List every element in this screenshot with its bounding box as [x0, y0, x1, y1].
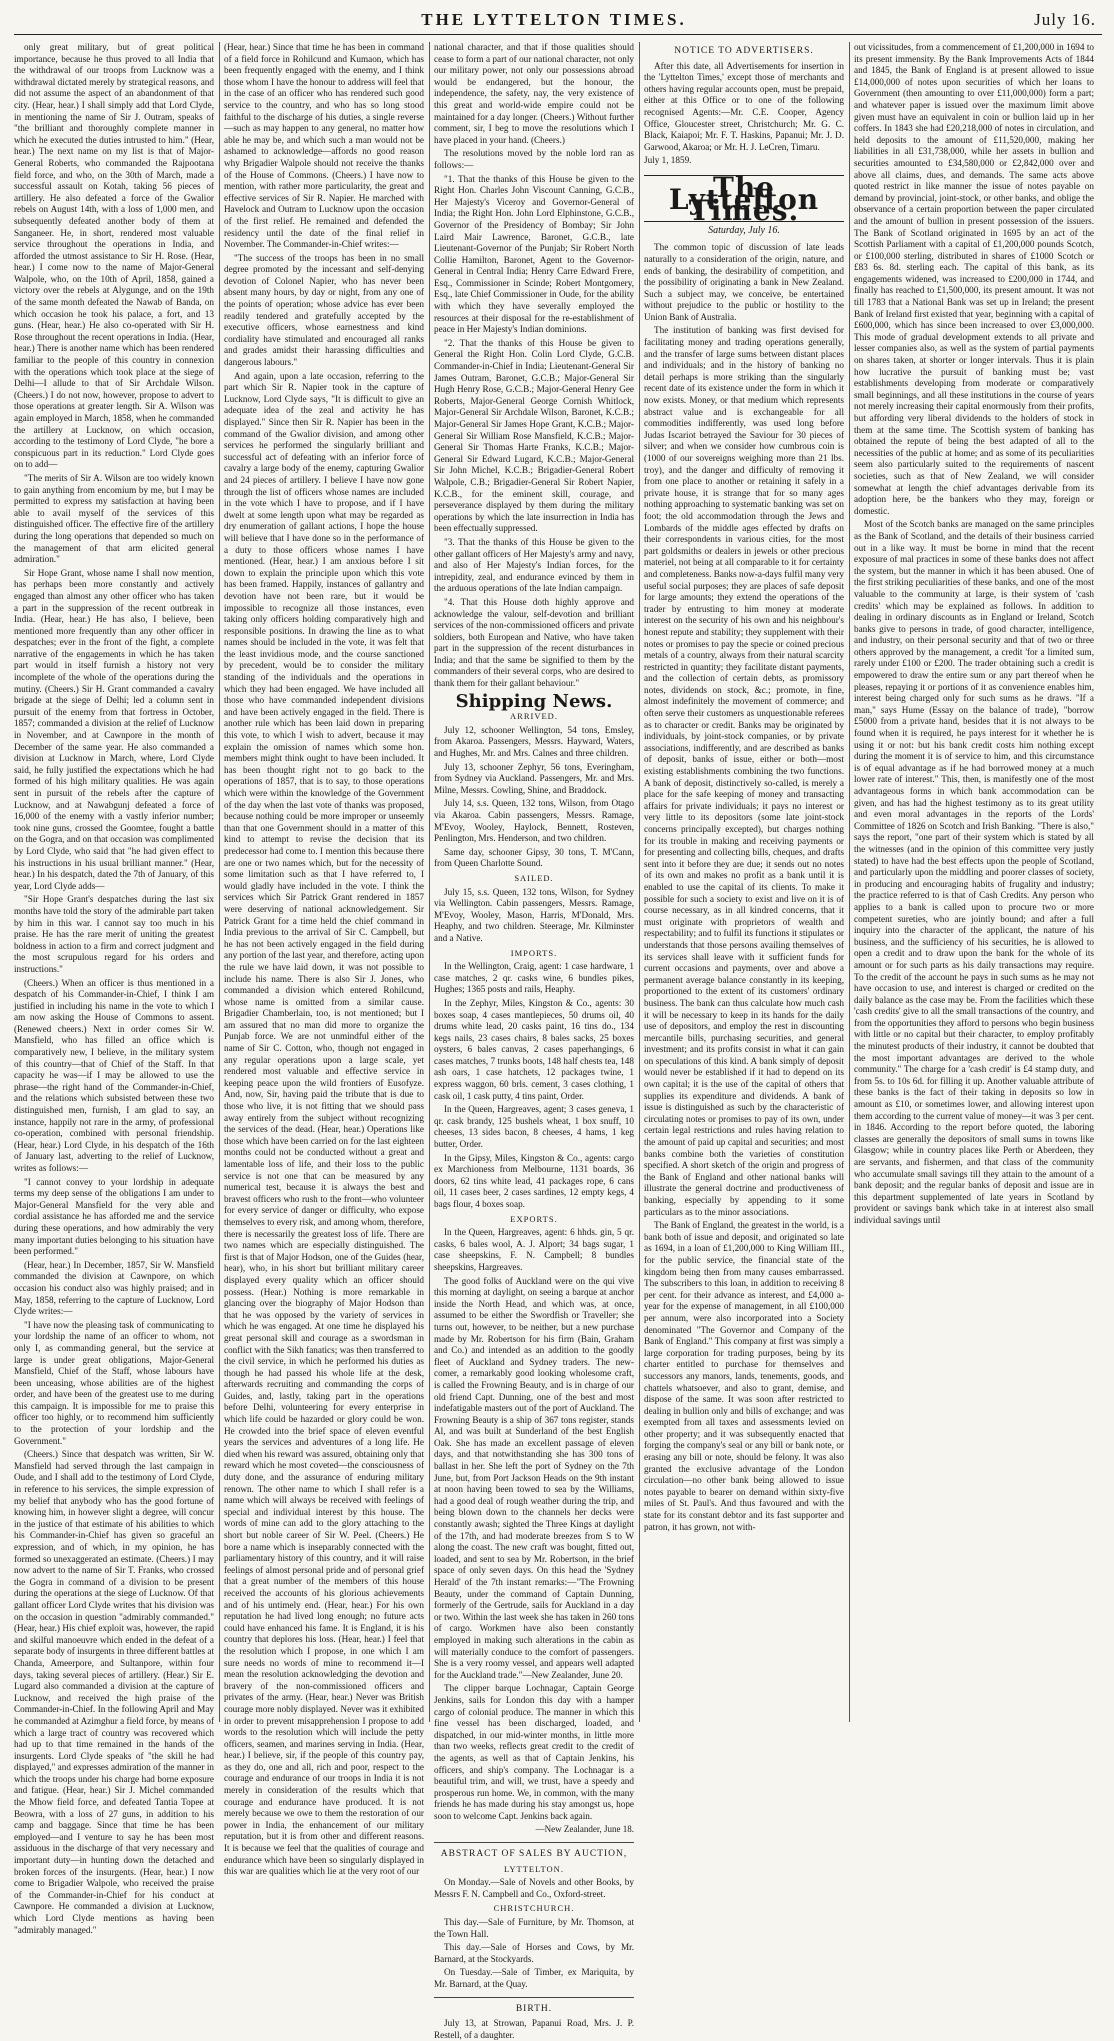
shipping-entry: Same day, schooner Gipsy, 30 tons, T. M'Cann, from Queen Charlotte Sound.	[434, 846, 634, 869]
exports-heading: EXPORTS.	[510, 1213, 558, 1224]
auction-entry: This day.—Sale of Furniture, by Mr. Thomson, at the Town Hall.	[434, 1917, 634, 1939]
article-paragraph: The resolutions moved by the noble lord ran as follows:—	[434, 148, 634, 170]
column-3	[434, 42, 634, 2040]
shipping-entry: July 14, s.s. Queen, 132 tons, Wilson, from Otago via Akaroa. Cabin passengers, Messrs. Ramage, M'Evoy, Wooley, Haylock, Bennett, Rosteven, Penlington, Mrs. Henderson, and two children.	[434, 798, 634, 844]
column-1	[14, 42, 215, 1935]
newspaper-page	[14, 8, 1102, 2040]
notice-date: July 1, 1859.	[644, 155, 692, 166]
article-paragraph: "I have now the pleasing task of communicating to your lordship the name of an officer to whom, not only I, as commanding general, but the service at large is under great obligations, Major-General Mansfield, Chief of the Staff, whose labours have been unceasing, whose abilities are of the highest order, and have been of the greatest use to me during this campaign. It is impossible for me to praise this officer too highly, or to recommend him sufficiently to the protection of your lordship and the Government."	[14, 1319, 214, 1446]
shipping-news-heading: Shipping News.	[455, 690, 613, 712]
auction-place: LYTTELTON.	[504, 1863, 564, 1874]
column-rule	[219, 42, 220, 1722]
article-paragraph: (Hear, hear.) Since that time he has been in command of a field force in Rohilcund and Kumaon, which has been frequently engaged with the enemy, and I think those whom I have the honour to address will feel that in the case of an officer who has rendered such good service to the country, and who has so long stood faithful to the discharge of his duties, a single reverse—such as may happen to any general, no matter how able he may be, and which such a man would not be ashamed to acknowledge—affords no good reason why Brigadier Walpole should not receive the thanks of the House of Commons. (Cheers.) I have now to mention, with rather more particularity, the great and effective services of Sir R. Napier. He marched with Havelock and Outram to Lucknow upon the occasion of the first relief. He remained and defended the residency until the date of the final relief in November. The Commander-in-Chief writes:—	[224, 42, 424, 250]
notice-heading: NOTICE TO ADVERTISERS.	[674, 46, 814, 56]
divider	[434, 1842, 634, 1843]
news-source: —New Zealander, June 18.	[535, 1824, 634, 1835]
leader-paragraph: The Bank of England, the greatest in the world, is a bank both of issue and deposit, and originated so late as 1694, in a loan of £1,200,000 to King William III., for the public service, the financial state of the kingdom being then from many causes embarrassed. The subscribers to this loan, in addition to receiving 8 per cent. for their advance as interest, and £4,000 a-year for the expense of management, in all £100,000 per annum, were also incorporated into a Society denominated "The Governor and Company of the Bank of England." This company at first was simply a large corporation for trading purposes, being by its charter entitled to purchase for themselves and successors any manors, lands, tenements, goods, and chattels whatsoever, and also to grant, demise, and dispose of the same. It was soon after restricted to dealing in bullion only and bills of exchange; and was exempted from all taxes and assessments levied on other property; and it was subsequently enacted that forging the company's seal or any bill or bank note, or erasing any bill or note, should be felony. It was also granted the exclusive advantage of the London circulation—no other bank being allowed to issue notes payable to bearer on demand within sixty-five miles of St. Paul's. And thus favoured and with the state for its constant debtor and its fast supporter and patron, it has grown, not with-	[644, 1220, 844, 1532]
article-paragraph: "I cannot convey to your lordship in adequate terms my deep sense of the obligations I am under to Major-General Mansfield for the very able and cordial assistance he has afforded me and the service during these operations, and how admirably the very many important duties belonging to his situation have been performed."	[14, 1176, 214, 1257]
newspaper-title: THE LYTTELTON TIMES.	[421, 10, 687, 29]
auction-entry: This day.—Sale of Horses and Cows, by Mr. Barnard, at the Stockyards.	[434, 1942, 634, 1964]
article-paragraph: (Hear, hear.) In December, 1857, Sir W. Mansfield commanded the division at Cawnpore, on which occasion his conduct also was highly praised; and in May, 1858, referring to the capture of Lucknow, Lord Clyde writes:—	[14, 1259, 214, 1317]
running-head	[14, 8, 1102, 35]
shipping-news-paragraph: The clipper barque Lochnagar, Captain George Jenkins, sails for London this day with a hamper cargo of colonial produce. The manner in which this fine vessel has been discharged, loaded, and dispatched, in our mid-winter months, in little more than two weeks, reflects great credit to the credit of the agents, as well as that of Captain Jenkins, his officers, and ship's company. The Lochnagar is a beautiful trim, and will, we trust, have a speedy and prosperous run home. We, in common, with the many friends he has made during his stay amongst us, hope soon to welcome Capt. Jenkins back again.	[434, 1683, 634, 1821]
shipping-entry: In the Wellington, Craig, agent: 1 case hardware, 1 case matches, 2 qr. casks wine, 6 bundles pikes, Hughes; 1365 posts and rails, Heaphy.	[434, 961, 634, 995]
article-paragraph: (Cheers.) Since that despatch was written, Sir W. Mansfield had served through the last campaign in Oude, and I shall add to the testimony of Lord Clyde, in reference to his services, the simple expression of my belief that anybody who has the good fortune of knowing him, in however slight a degree, will concur in the justice of that estimate of his abilities to which his Commander-in-Chief has given so graceful an expression, and of which, in my opinion, he has formed so unexaggerated an estimate. (Cheers.) I may now advert to the name of Sir T. Franks, who crossed the Gogra in command of a division to be present during the operations at the siege of Lucknow. Of that gallant officer Lord Clyde writes that his division was on the occasion in question "admirably commanded." (Hear, hear.) His chief exploit was, however, the rapid and skilful manoeuvre which ended in the defeat of a separate body of insurgents in three different battles at Chanda, Ameerpore, and Sultanpore, within four days, taking several pieces of artillery. (Hear.) Sir E. Lugard also commanded a division at the capture of Lucknow, and received the high praise of the Commander-in-Chief. In the following April and May he commanded at Azimghur a field force, by means of which a large tract of country was recovered which had up to that time remained in the hands of the insurgents. Lord Clyde speaks of "the skill he had displayed," and expresses admiration of the manner in which the troops under his charge had borne exposure and fatigue. (Hear, hear.) Sir J. Michel commanded the Mhow field force, and defeated Tantia Topee at Beowra, with a loss of 27 guns, in addition to his camp and baggage. Since that time he has been employed—and I venture to say he has been most assiduous in the discharge of that very necessary and important duty—in hunting down the detached and broken forces of the insurgents. (Hear, hear.) I now come to Brigadier Walpole, who received the praise of the Commander-in-Chief for his conduct at Cawnpore. He commanded a division at Lucknow, which Lord Clyde mentions as having been "admirably managed."	[14, 1449, 215, 1935]
auction-entry: On Tuesday.—Sale of Timber, ex Mariquita, by Mr. Barnard, at the Quay.	[434, 1967, 634, 1989]
shipping-entry: July 13, schooner Zephyr, 56 tons, Everingham, from Sydney via Auckland. Passengers, Mr. and Mrs. Milne, Messrs. Cowling, Shine, and Braddock.	[434, 761, 634, 795]
birth-heading: BIRTH.	[515, 2003, 553, 2014]
column-rule	[849, 42, 850, 1722]
divider	[434, 1997, 634, 1998]
masthead: The Lyttelton Times.	[644, 175, 844, 222]
auction-heading: ABSTRACT OF SALES BY AUCTION,	[440, 1849, 628, 1860]
article-paragraph: (Cheers.) When an officer is thus mentioned in a despatch of his Commander-in-Chief, I think I am justified in including his name in the vote to which I am now asking the House of Commons to assent. (Renewed cheers.) Next in order comes Sir W. Mansfield, who has filled an office which is comparatively new, I believe, in the military system of this country—that of Chief of the Staff. In that capacity he was—if I may be allowed to use the phrase—the right hand of the Commander-in-Chief, and the relations which subsisted between these two distinguished men, furnish, I am glad to say, an instance, happily not rare in the army, of professional co-operation, combined with personal friendship. (Hear, hear.) Lord Clyde, in his despatch of the 16th of January last, adverting to the relief of Lucknow, writes as follows:—	[14, 977, 214, 1173]
shipping-entry: July 15, s.s. Queen, 132 tons, Wilson, for Sydney via Wellington. Cabin passengers, Messrs. Ramage, M'Evoy, Wooley, Mason, Harris, M'Donald, Mrs. Heaphy, and two children. Steerage, Mr. Kilminster and a Native.	[434, 886, 634, 943]
shipping-entry: In the Zephyr, Miles, Kingston & Co., agents: 30 boxes soap, 4 cases mantlepieces, 50 drums oil, 40 drums white lead, 20 casks paint, 16 tins do., 134 kegs nails, 23 cases chairs, 8 bales sacks, 25 boxes oysters, 6 bales canvas, 2 cases paperhangings, 6 cases matches, 7 trunks boots, 148 half chests tea, 148 ash oars, 1 case hatchets, 12 packages twine, 1 express waggon, 60 brls. cement, 3 cases clothing, 1 cask oil, 1 cask putty, 4 tins paint, Order.	[434, 997, 634, 1101]
imports-heading: IMPORTS.	[510, 947, 558, 958]
leader-paragraph: out vicissitudes, from a commencement of £1,200,000 in 1694 to its present immensity. By the Bank Improvements Acts of 1844 and 1845, the Bank of England is at present allowed to issue £14,000,000 of notes upon securities of which her loans to Government (then amounting to over £11,000,000) form a part; and whatever paper is issued over the maximum limit above given must have an equivalent in coin or bullion laid up in her coffers. In 1843 she had £20,218,000 of notes in circulation, and held deposits to the amount of £11,520,000, making her liabilities in all £31,738,000, while her assets in bullion and securities amounted to £34,580,000 or £2,842,000 over and above all claims, dues, and demands. The same acts above quoted restrict in like manner the issue of notes payable on demand by provincial, joint-stock, or other banks, and oblige the observance of a certain proportion between the paper circulated and the amount of bullion in present possession of the issuers. The Bank of Scotland originated in 1695 by an act of the Scottish Parliament with a capital of £1,200,000 pounds Scotch, or £100,000 sterling, distributed in shares of £1000 Scotch or £83 6s. 8d. sterling each. The capital of this bank, as its engagements widened, was increased to £200,000 in 1744, and finally has reached to £1,500,000, its present amount. It was not till 1783 that a National Bank was set up in Ireland; the present Bank of Ireland first existed that year, beginning with a capital of £600,000, which has since been increased to over £3,000,000. This mode of gradual development extends to all private and lesser companies also, as well as the system of partial payments on shares taken, at shorter or longer intervals. Thus it is plain how lucrative the pursuit of banking must be; vast establishments developing from moderate or comparatively small beginnings, and all these institutions in the course of years not merely increasing their capital enormously from their profits, but affording very liberal dividends to the holders of stock in them at the same time. The Scottish system of banking has obtained the repute of being the best adapted of all to the necessities of the public at home; and as some of its peculiarities seem also particularly suited to the requirements of nascent societies, such as that of New Zealand, we will consider somewhat at length the chief advantages derivable from its adoption here, be the bankers who they may, foreign or domestic.	[854, 42, 1094, 516]
article-paragraph: And again, upon a late occasion, referring to the part which Sir R. Napier took in the capture of Lucknow, Lord Clyde says, "It is difficult to give an adequate idea of the zeal and activity he has displayed." Since then Sir R. Napier has been in the command of the Gwalior division, and among other services he performed the singularly brilliant and successful act of defeating with an inferior force of cavalry a large body of the enemy, capturing Gwalior and 24 pieces of artillery. I believe I have now gone through the list of officers whose names are included in the vote which I have to propose, and if I have dwelt at some length upon what may be regarded as dry enumeration of gallant actions, I hope the house will believe that I have done so in the performance of a duty to those officers whose names I have mentioned. (Hear, hear.) I am anxious before I sit down to explain the principle upon which this vote has been framed. Happily, instances of gallantry and devotion have not been rare, but it would be impossible to recognize all those instances, even taking only officers holding comparatively high and responsible positions. In drawing the line as to what names should be included in the vote, it was felt that the least invidious mode, and the course sanctioned by precedent, would be to consider the military standing of the individuals and the operations in which they had been engaged. We have included all those who have commanded independent divisions and have been actively engaged in the field. There is another rule which has been laid down in preparing this vote, to which I wish to advert, because it may explain the omission of names which some hon. members might think ought to have been included. It has been thought right not to go back to the operations of 1857, that is to say, to those operations which were within the knowledge of the Government of the day when the last vote of thanks was proposed, because nothing could be more improper or unseemly than that one Government should in a matter of this kind to attempt to revise the decision that its predecessor had come to. I mention this because there are one or two names which, but for the necessity of some limitation such as that I have referred to, I would gladly have included in the vote. I think the services which Sir Patrick Grant rendered in 1857 were deserving of national acknowledgement. Sir Patrick Grant for a time held the chief command in India previous to the arrival of Sir C. Campbell, but he has not been actively engaged in the field during any portion of the last year, and therefore, acting upon the rule we have laid down, it was not possible to include his name. There is also Sir J. Jones, who commanded a division which entered Rohilcund, whose name is omitted from a similar cause. Brigadier Chamberlain, too, is not mentioned; but I am assured that no man did more to organize the Punjab force. We are not unmindful either of the name of Sir C. Cotton, who, though not engaged in any regular operations upon a large scale, yet rendered most valuable and effective service in keeping peace upon the wild frontiers of Eusofyze. And, now, Sir, having paid the tribute that is due to those who live, it is not fitting that we should pass away entirely from the subject without recognizing the services of the dead. (Hear, hear.) Operations like those which have been carried on for the last eighteen months could not be conducted without a great and lamentable loss of life, and their loss to the public service is not one that can be measured by any numerical test, because it is always the best and bravest officers who rush to the front—who volunteer for every service of danger or difficulty, who expose themselves to every risk, and among whom, therefore, there is necessarily the greatest loss of life. There are two names which are especially distinguished. The first is that of Major Hodson, one of the Guides (hear, hear), who, in his short but brilliant military career displayed every quality which an officer should possess. (Hear.) Nothing is more remarkable in glancing over the biography of Major Hodson than that he was opposed by the variety of services in which he was engaged. At one time he displayed his great personal skill and courage as a swordsman in conflict with the Sikh fanatics; was then transferred to the civil service, in which he performed his duties as though he had passed his whole life at the desk, afterwards recruiting and commanding the corps of Guides, and, lastly, taking part in the operations before Delhi, volunteering for every enterprise in which life could be hazarded or glory could be won. He crowded into the brief space of eleven eventful years the services and adventures of a long life. He died when his reward was assured, obtaining only that reward which he most coveted—the consciousness of duty done, and the assurance of enduring military renown. The other name to which I shall refer is a name which will always be received with feelings of special and individual interest by this house. The words of mine can add to the glory attaching to the short but noble career of Sir W. Peel. (Cheers.) He bore a name which is inseparably connected with the parliamentary history of this country, and it will raise feelings of almost personal pride and of personal grief that a great number of the members of this house received the accounts of his glorious achievements and of his untimely end. (Hear, hear.) For his own reputation he had lived long enough; no future acts could have enhanced his fame. It is England, it is his country that deplores his loss. (Hear, hear.) I feel that the resolution which I propose, in one which I am sure needs no words of mine to recommend it—I mean the resolution acknowledging the devotion and bravery of the non-commissioned officers and privates of the army. (Hear, hear.) Never was British courage more nobly displayed. Never was it exhibited in order to prevent misapprehension I propose to add words to the resolution which will include the petty officers, seamen, and marines serving in India. (Hear, hear.) I believe, sir, if the people of this country pay, as they do, one and all, rich and poor, respect to the courage and endurance of our troops in India it is not merely in consideration of the results which that courage and endurance have produced. It is not merely because we owe to them the restoration of our power in India, the enhancement of our military reputation, but it is from other and different reasons. It is because we feel that the qualities of courage and endurance which have been so singularly displayed in this war are qualities which lie at the very root of our	[224, 370, 424, 1877]
column-4	[644, 42, 844, 1722]
arrived-heading: ARRIVED.	[510, 711, 558, 722]
resolution-paragraph: "3. That the thanks of this House be given to the other gallant officers of Her Majesty's army and navy, and also of Her Majesty's Indian forces, for the intrepidity, zeal, and endurance evinced by them in the arduous operations of the late Indian campaign.	[434, 536, 634, 594]
birth-notice: July 13, at Strowan, Papanui Road, Mrs. J. P. Restell, of a daughter.	[434, 2018, 634, 2040]
leader-paragraph: The common topic of discussion of late leads naturally to a consideration of the origin, nature, and ends of banking, the desirability of competition, and the possibility of originating a bank in New Zealand. Such a subject may, we conceive, be entertained without prejudice to the public or hostility to the Union Bank of Australia.	[644, 242, 844, 322]
resolution-paragraph: "1. That the thanks of this House be given to the Right Hon. Charles John Viscount Canning, G.C.B., Her Majesty's Viceroy and Governor-General of India; the Right Hon. John Lord Elphinstone, G.C.B., Governor of the Presidency of Bombay; Sir John Laird Mair Lawrence, Baronet, G.C.B., late Lieutenant-Governor of the Punjab; Sir Robert North Collie Hamilton, Baronet, Agent to the Governor-General in Central India; Henry Carre Edward Frere, Esq., Commissioner in Scinde; Robert Montgomery, Esq., late Chief Commissioner in Oude, for the ability with which they have severally employed the resources at their disposal for the re-establishment of peace in Her Majesty's Indian dominions.	[434, 173, 634, 335]
column-5	[854, 42, 1094, 1722]
article-paragraph: "The success of the troops has been in no small degree promoted by the incessant and self-denying devotion of Colonel Napier, who has never been absent many hours, by day or night, from any one of the points of operation; whose advice has ever been readily tendered and gratefully accepted by the executive officers, whose earnestness and kind cordiality have stimulated and encouraged all ranks and grades amidst their harassing difficulties and dangerous labours."	[224, 252, 424, 368]
notice-text: After this date, all Advertisements for insertion in the 'Lyttelton Times,' except those of merchants and others having regular accounts open, must be prepaid, either at this Office or to one of the following recognised Agents:—Mr. C.E. Cooper, Agency Office, Gloucester street, Christchurch; Mr. G. C. Black, Kaiapoi; Mr. F. T. Haskins, Papanui; Mr. J. D. Garwood, Akaroa; or Mr. H. J. LeCren, Timaru.	[644, 60, 844, 152]
shipping-entry: In the Queen, Hargreaves, agent: 6 hhds. gin, 5 qr. casks, 6 bales wool, A. J. Alport; 34 bags sugar, 1 case sheepskins, F. N. Campbell; 8 bundles sheepskins, Hargreaves.	[434, 1227, 634, 1272]
auction-place: CHRISTCHURCH.	[493, 1903, 575, 1914]
resolution-paragraph: "2. That the thanks of this House be given to General the Right Hon. Colin Lord Clyde, G.C.B. Commander-in-Chief in India; Lieutenant-General Sir James Outram, Baronet, G.C.B.; Major-General Sir Hugh Henry Rose, G.C.B.; Major-General Henry Gee Roberts, Major-General George Cornish Whitlock, Major-General Sir Archdale Wilson, Baronet, K.C.B.; Major-General Sir James Hope Grant, K.C.B.; Major-General Sir William Rose Mansfield, K.C.B.; Major-General Sir Thomas Harte Franks, K.C.B.; Major-General Sir Edward Lugard, K.C.B.; Major-General Sir John Michel, K.C.B.; Brigadier-General Robert Walpole, C.B.; Brigadier-General Sir Robert Napier, K.C.B., for the eminent skill, courage, and perseverance displayed by them during the military operations by which the late insurrection in India has been effectually suppressed.	[434, 337, 634, 534]
resolution-paragraph: "4. That this House doth highly approve and acknowledge the valour, self-devotion and brilliant services of the non-commissioned officers and private soldiers, both European and Native, who have taken part in the suppression of the recent disturbances in India; and that the same be signified to them by the commanders of their several corps, who are desired to thank them for their gallant behaviour."	[434, 596, 634, 689]
leader-paragraph: Most of the Scotch banks are managed on the same principles as the Bank of Scotland, and the details of their business carried out in a like way. It must be borne in mind that the recent exposure of mal practices in some of these banks does not affect the system, but the manner in which it has been abused. One of the first striking peculiarities of these banks, and one of the most valuable to the community at large, is their system of 'cash credits' which may be explained as follows. In addition to dealing in ordinary discounts as in England or Ireland, Scotch banks give to persons in trade, of good character, intelligence, and industry, on their personal security and that of two or three others approved by the management, a credit 'for a limited sum, rarely under £100 or £200. The trader obtaining such a credit is empowered to draw the entire sum or any part thereof when he pleases, repaying it or portions of it as convenience enables him, interest being charged only for such sums as he draws. "If a man," says Hume (Essay on the balance of trade), "borrow £5000 from a private hand, besides that it is not always to be found when it is required, he pays interest for it whether he is using it or not: but his bank credit costs him nothing except during the moment it is of service to him, and this circumstance is of equal advantage as if he had borrowed money at a much lower rate of interest." This, then, is manifestly one of the most advantageous forms in which bank accommodation can be given, and has had the highest testimony as to its great utility and even moral advantages in the reports of the Lords' Committee of 1826 on Scotch and Irish Banking. "There is also," says the report, "one part of their system which is stated by all the witnesses (and in the opinion of this committee very justly stated) to have had the best effects upon the people of Scotland, and particularly upon the middling and poorer classes of society, in producing and encouraging habits of frugality and industry; the practice referred to is that of Cash Credits. Any person who applies to a bank is called upon to procure two or more competent sureties, who are jointly bound; and after a full inquiry into the character of the applicant, the nature of his business, and the sufficiency of his securities, he is allowed to open a credit and to draw upon the bank for the whole of its amount or for such parts as his daily transactions may require. To the credit of the account he pays in such sums as he may not have occasion to use, and interest is charged or credited on the daily balance as the case may be. From the facilities which these 'cash credits' give to all the small transactions of the country, and from the opportunities they afford to persons who begin business with little or no capital but their character, to employ profitably the minutest products of their industry, it cannot be doubted that the most important advantages are derived to the whole community." The charge for a 'cash credit' is £4 stamp duty, and from 5s. to 10s 6d. for filling it up. Another valuable attribute of these banks is the fact of their taking in deposits so low in amount as £10, or sometimes lower, and allowing interest upon them according to the current value of money—it was 3 per cent. in 1846. According to the report before quoted, the laboring classes are generally the depositors of small sums in towns like Glasgow; while in country places like Perth or Aberdeen, they are servants, and fishermen, and that class of the community who accumulate small savings till they attain to the amount of a bank deposit; and the regular banks of deposit and issue are in this department supplemented of late years in Scotland by provident or savings bank which take in at interest also small individual savings until	[854, 519, 1094, 1225]
page-date: July 16.	[1034, 10, 1096, 29]
article-paragraph: only great military, but of great political importance, because he thus proved to all India that the withdrawal of our troops from Lucknow was a withdrawal dictated merely by strategical reasons, and did not assume the aspect of an abandonment of that city. (Hear, hear.) I shall simply add that Lord Clyde, in mentioning the name of Sir J. Outram, speaks of "the brilliant and thoroughly complete manner in which he executed the duties intrusted to him." (Hear, hear.) The next name on my list is that of Major-General Roberts, who commanded the Rajpootana field force, and who, on the 30th of March, made a successful assault on Kotah, taking 56 pieces of artillery. He also defeated a force of the Gwalior rebels on August 14th, with a loss of 1,000 men, and subsequently defeated another body of them at Sanganeer. He, in short, rendered most valuable service throughout the operations in India, and afforded the utmost assistance to Sir H. Rose. (Hear, hear.) I come now to the name of Major-General Walpole, who, on the 10th of April, 1858, gained a victory over the rebels at Alygunge, and on the 19th of the same month defeated the Nawab of Banda, on which occasion he took his palace, a fort, and 13 guns. (Hear, hear.) He also co-operated with Sir H. Rose throughout the recent operations in India. (Hear, hear.) There is another name which has been rendered familiar to the people of this country in connexion with the operations which took place at the siege of Delhi—I allude to that of Sir Archdale Wilson. (Cheers.) I do not now, however, propose to advert to those operations at greater length. Sir A. Wilson was again employed in March, 1858, when he commanded the artillery at Lucknow, on which occasion, according to the testimony of Lord Clyde, "he bore a conspicuous part in its reduction." Lord Clyde goes on to add—	[14, 42, 214, 470]
shipping-entry: July 12, schooner Wellington, 54 tons, Emsley, from Akaroa. Passengers, Messrs. Hayward, Waters, and Hughes, Mr. and Mrs. Calnes and three children.	[434, 724, 634, 759]
shipping-entry: In the Queen, Hargreaves, agent; 3 cases geneva, 1 qr. cask brandy, 125 bushels wheat, 1 box snuff, 10 cheeses, 13 sides bacon, 8 cheeses, 4 hams, 1 keg butter, Order.	[434, 1104, 634, 1150]
article-paragraph: "Sir Hope Grant's despatches during the last six months have told the story of the admirable part taken by him in this war. I cannot say too much in his praise. He has the rare merit of uniting the greatest boldness in action to a firm and correct judgment and the most scrupulous regard for his orders and instructions."	[14, 894, 214, 974]
column-2	[224, 42, 424, 1877]
shipping-news-paragraph: The good folks of Auckland were on the qui vive this morning at daylight, on seeing a barque at anchor inside the North Head, and which was, at once, assumed to be either the Swordfish or Traveller; she turns out, however, to be neither, but a new purchase made by Mr. Robertson for his firm (Bain, Graham and Co.) and intended as an addition to the goodly fleet of Auckland and Sydney traders. The new-comer, a remarkably good looking wholesome craft, is called the Frowning Beauty, and is in charge of our old friend Capt. Dunning, one of the best and most indefatigable masters out of the port of Auckland. The Frowning Beauty is a ship of 367 tons register, stands Al, and was built at Sunderland of the best English Oak. She has made an excellent passage of eleven days, and that notwithstanding she has 300 tons of ballast in her. She left the port of Sydney on the 7th June, but, from Port Jackson Heads on the 9th instant at noon having been towed to sea by the Williams, had a good deal of rough weather during the trip, and being blown down to the channels her decks were constantly awash; sighted the Three Kings at daylight of the 17th, and had moderate breezes from S to W along the coast. The new craft was bought, fitted out, loaded, and sent to sea by Mr. Robertson, in the brief space of only seven days. On this head the 'Sydney Herald' of the 7th instant remarks:—"The Frowning Beauty, under the command of Captain Dunning, formerly of the Gertrude, sails for Auckland in a day or two. Within the last week she has taken in 260 tons of cargo. Workmen have also been constantly employed in making such alterations in the cabin as will materially conduce to the comfort of passengers. She is a very roomy vessel, and appears well adapted for the Auckland trade."—New Zealander, June 20.	[434, 1275, 634, 1680]
shipping-entry: In the Gipsy, Miles, Kingston & Co., agents: cargo ex Marchioness from Melbourne, 1131 boards, 36 doors, 62 tins white lead, 41 packages rope, 6 cans oil, 11 cases beer, 2 cases sardines, 12 empty kegs, 4 bags flour, 4 boxes soap.	[434, 1152, 634, 1209]
sailed-heading: SAILED.	[514, 872, 554, 883]
leader-paragraph: The institution of banking was first devised for facilitating money and trading operations generally, and the transfer of large sums between distant places and individuals; and in the history of banking no detail perhaps is more striking than the singularly recent date of its existence under the form in which it now exists. Money, or that medium which represents abstract value and is exchangeable for all commodities indifferently, was used long before Judas Iscariot betrayed the Saviour for 30 pieces of silver; and when we consider how cumbrous coin is (1000 of our sovereigns weighing more than 21 lbs. troy), and the danger and difficulty of removing it from one place to another or retaining it safely in a private house, it is strange that for so many ages nothing approaching to systematic banking was set on foot; the old accommodation through the Jews and Lombards of the middle ages effected by drafts on their correspondents in various cities, for the most part goldsmiths or dealers in jewels or other precious materiel, not being at all comparable to it for certainty and completeness. Banks now-a-days fulfil many very useful social purposes; they are places of safe deposit for large amounts; they extend the operations of the trader by entrusting to him money at moderate interest on the security of his own and his neighbour's honest repute and stability; they supplement with their notes or promises to pay the specie or coined precious metals of a country, always from their natural scarcity restricted in quantity; they facilitate distant payments, and the collection of certain debts, as promissory notes, dividends on stock, &c.; promote, in fine, almost indefinitely the movement of commerce; and often serve their customers as unquestionable referees as to character or credit. Banks may be originated by individuals, by joint-stock companies, or by private associations, indifferently, and are described as banks of deposit, banks of issue, either or both—most existing establishments combining the two functions. A bank of deposit, distinctively so-called, is merely a place for the safe keeping of money and transacting affairs for private individuals; it pays no interest or very little to its depositors (some late joint-stock concerns principally excepted), but charges nothing for its trouble in making and receiving payments or for presenting and collecting bills, cheques, and drafts sent into it before they are due; it sends out no notes of its own and makes no profit as a bank until it is enabled to use the capital of its clients. To make it possible for such a society to exist and live on it is of course necessary, as in all kindred concerns, that it must originate with proprietors of wealth and respectability; and to fulfil its functions it stipulates or understands that those persons availing themselves of its services shall leave with it sufficient funds for current occasions and payments, over and above a permanent average balance constantly in its keeping, proportioned to the extent of its customers' ordinary business. The bank can thus calculate how much cash it will be necessary to keep in its hands for the daily use of depositors, and employ the rest in discounting mercantile bills, purchasing securities, and general investment; and its profits consist in what it can gain on speculations of this kind. A bank simply of deposit would never be established if it had to depend on its own capital; it is the use of the capital of others that supplies its expenditure and dividends. A bank of issue is distinguished as such by the characteristic of circulating notes or promises to pay of its own, under certain legal restrictions and rules having relation to the amount of paid up capital and securities; and most banks combine both the varieties of constitution specified. A short sketch of the origin and progress of the Bank of England and other national banks will illustrate the general doctrine and productiveness of banking, especially by appending to it some particulars as to the minor associations.	[644, 325, 844, 1217]
column-rule	[639, 42, 640, 1722]
article-paragraph: "The merits of Sir A. Wilson are too widely known to gain anything from encomium by me, but I may be permitted to express my satisfaction at having been able to avail myself of the services of this distinguished officer. The effective fire of the artillery during the long operations that depended so much on the management of that arm elicited general admiration."	[14, 472, 214, 565]
masthead-date: Saturday, July 16.	[708, 224, 780, 236]
article-paragraph: Sir Hope Grant, whose name I shall now mention, has perhaps been more constantly and actively engaged than almost any other officer who has taken a part in the suppression of the recent outbreak in India. (Hear, hear.) He has also, I believe, been mentioned more frequently than any other officer in despatches; ever in the front of the fight, a complete narrative of the engagements in which he has taken part would in itself furnish a history not very incomplete of the whole of the operations during the mutiny. (Cheers.) Sir H. Grant commanded a cavalry brigade at the siege of Delhi; led a column sent in pursuit of the enemy from that fortress in October, 1857; commanded a division at the relief of Lucknow in November, and at Cawnpore in the month of December of the same year. He also commanded a division at Lucknow in March, where, Lord Clyde said, he fully justified the expectations which he had formed of his high military qualities. He was again sent in pursuit of the rebels after the capture of Lucknow, and at Nawabgunj defeated a force of 16,000 of the enemy with a vastly inferior number; took nine guns, crossed the Goomtee, fought a battle on the Gogra, and on that occasion was complimented by Lord Clyde, who said that "he had given effect to his instructions in his usual brilliant manner." (Hear, hear.) In his despatch, dated the 7th of January, of this year, Lord Clyde adds—	[14, 567, 214, 891]
article-paragraph: national character, and that if those qualities should cease to form a part of our national character, not only our military power, not only our possessions abroad would be endangered, but the honour, the independence, the safety, nay, the very existence of this great and world-wide empire could not be maintained for a day longer. (Cheers.) Without further comment, sir, I beg to move the resolutions which I have placed in your hand. (Cheers.)	[434, 42, 634, 145]
column-rule	[429, 42, 430, 1722]
auction-entry: On Monday.—Sale of Novels and other Books, by Messrs F. N. Campbell and Co., Oxford-street.	[434, 1877, 634, 1899]
